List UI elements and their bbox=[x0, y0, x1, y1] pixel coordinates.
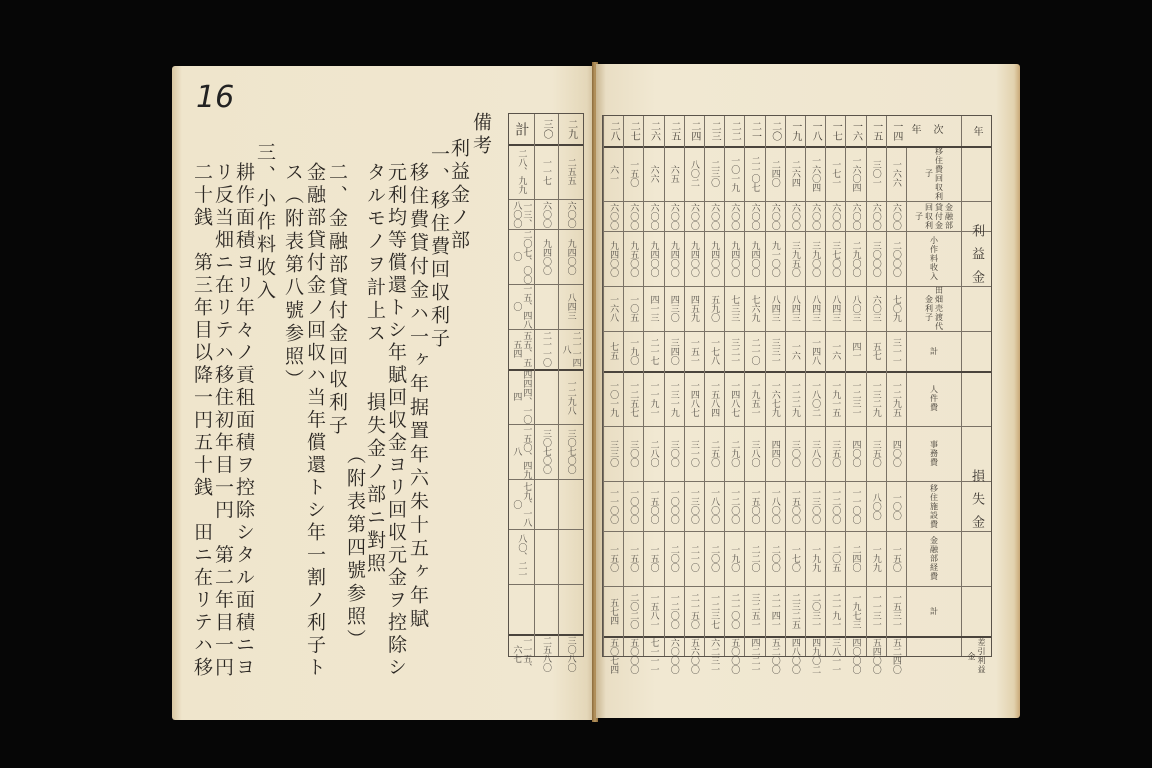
year-column-header: 二七 bbox=[628, 121, 640, 141]
page-number: 16 bbox=[196, 80, 235, 115]
table-cell: 九四〇〇 bbox=[709, 240, 720, 277]
table-cell: 一九〇 bbox=[729, 545, 740, 572]
table-cell: 一八〇二 bbox=[810, 380, 821, 417]
year-column-header: 二一 bbox=[749, 121, 761, 141]
table-cell: 九四〇〇 bbox=[668, 240, 679, 277]
year-column-header: 二八 bbox=[608, 121, 620, 141]
table-cell: 一一〇〇 bbox=[850, 488, 861, 524]
year-column-header: 一六 bbox=[850, 121, 862, 141]
table-cell: 六〇〇 bbox=[810, 202, 821, 230]
table-cell: 八〇〇 bbox=[870, 492, 881, 520]
table-cell: 一二二九 bbox=[789, 380, 800, 417]
item-3-text: 二十銭 第三年目以降一円五十銭 田ニ在リテハ移 bbox=[191, 162, 213, 680]
table-cell: 二〇〇 bbox=[668, 545, 679, 572]
table-cell: 一五三一 bbox=[890, 593, 901, 629]
table-cell: 二〇〇 bbox=[709, 545, 720, 572]
table-cell: 一五一 bbox=[688, 337, 699, 365]
table-cell: 二六四 bbox=[789, 160, 800, 187]
table-cell: 六二三一 bbox=[709, 638, 720, 674]
table-cell: 九四〇〇 bbox=[749, 240, 760, 277]
table-cell: 三〇八〇 bbox=[565, 636, 576, 672]
table-cell: 一五〇〇 bbox=[749, 488, 760, 524]
table-cell: 六〇三 bbox=[870, 295, 881, 322]
table-cell: 九四〇〇 bbox=[648, 240, 659, 277]
left-continuation-table bbox=[508, 113, 584, 672]
table-cell: 一九七三 bbox=[850, 593, 861, 629]
table-cell: 五二四〇 bbox=[890, 638, 901, 674]
table-cell: 一五〇 bbox=[628, 160, 639, 187]
table-cell: 一二三一 bbox=[850, 380, 861, 417]
table-cell: 二一一四八 bbox=[560, 331, 581, 367]
table-cell: 三八〇 bbox=[810, 440, 821, 467]
table-cell: 三〇七〇〇 bbox=[565, 429, 576, 474]
table-cell: 六〇〇 bbox=[890, 202, 901, 230]
year-column-header: 二二 bbox=[729, 121, 741, 141]
year-column-header: 一八 bbox=[810, 121, 822, 141]
table-cell: 二五五 bbox=[565, 158, 576, 185]
row-label: 人件費 bbox=[929, 385, 939, 412]
table-cell: 六〇〇 bbox=[830, 202, 841, 230]
item-2-text: 金融部貸付金ノ回収ハ当年償還トシ年一割ノ利子ト bbox=[304, 162, 326, 680]
table-cell: 六〇〇 bbox=[789, 202, 800, 230]
item-1-heading: 一、移住費回収利子 bbox=[428, 144, 450, 351]
table-cell: 一一七 bbox=[540, 158, 551, 185]
table-cell: 六〇〇〇 bbox=[668, 638, 679, 674]
section-profit: 利益金ノ部 bbox=[448, 138, 470, 253]
table-cell: 一六八 bbox=[608, 295, 619, 322]
table-cell: 一六 bbox=[830, 342, 841, 360]
table-cell: 一五〇〇 bbox=[648, 488, 659, 524]
table-cell: 五七四 bbox=[608, 597, 619, 625]
table-cell: 一五〇 bbox=[648, 545, 659, 572]
table-cell: 二二〇 bbox=[749, 545, 760, 572]
table-cell: 八四三 bbox=[565, 293, 576, 320]
table-cell: 三九五〇 bbox=[789, 240, 800, 277]
table-cell: 八四三 bbox=[769, 295, 780, 322]
table-cell: 九四〇〇 bbox=[565, 238, 576, 275]
table-cell: 二〇三一 bbox=[810, 593, 821, 629]
row-label: 計 bbox=[929, 346, 939, 356]
group-label-profit: 利益金 bbox=[969, 224, 984, 293]
table-cell: 五二〇〇 bbox=[769, 638, 780, 674]
item-3-text: リ反当畑ニ在リテハ移住初年目一円 第二年目一円 bbox=[212, 162, 234, 680]
year-header-label: 年次 bbox=[911, 125, 956, 136]
table-cell: 一四八七 bbox=[688, 380, 699, 417]
table-cell: 一五〇 bbox=[628, 545, 639, 572]
row-label: 計 bbox=[929, 606, 939, 616]
table-cell: 八四三 bbox=[789, 295, 800, 322]
table-cell: 一三〇〇 bbox=[688, 488, 699, 524]
row-label: 田畑売渡代金利子 bbox=[924, 286, 944, 331]
table-cell: 七五 bbox=[608, 342, 619, 360]
table-cell: 一二〇〇 bbox=[668, 593, 679, 629]
table-cell bbox=[534, 369, 559, 424]
table-cell: 一三一九 bbox=[668, 380, 679, 417]
table-cell: 一五八一 bbox=[648, 593, 659, 629]
table-cell: 四八〇〇 bbox=[789, 638, 800, 674]
table-cell: 四〇〇〇 bbox=[850, 638, 861, 674]
table-cell: 八四三 bbox=[810, 295, 821, 322]
table-cell: 六〇〇 bbox=[565, 200, 576, 228]
table-cell: 四三〇 bbox=[668, 295, 679, 322]
table-cell: 一二五七 bbox=[628, 380, 639, 417]
table-cell: 三四〇 bbox=[668, 337, 679, 365]
table-cell: 七六九 bbox=[749, 295, 760, 322]
table-cell: 八四三 bbox=[830, 295, 841, 322]
table-cell: 六五 bbox=[668, 164, 679, 183]
table-cell bbox=[534, 584, 559, 634]
table-cell: 六〇〇 bbox=[688, 202, 699, 230]
table-cell: 一九五一 bbox=[749, 380, 760, 417]
table-cell: 五〇七四 bbox=[608, 638, 619, 674]
table-cell: 六〇〇 bbox=[540, 200, 551, 228]
year-column-header: 一四 bbox=[890, 121, 902, 141]
table-cell: 三八一一 bbox=[830, 638, 841, 674]
table-cell bbox=[558, 529, 583, 584]
table-cell: 二一〇 bbox=[688, 545, 699, 572]
year-column-header: 二四 bbox=[688, 121, 700, 141]
table-cell: 五五、五五四 bbox=[511, 331, 532, 367]
table-cell: 七一一一 bbox=[648, 638, 659, 674]
table-cell: 二四〇 bbox=[850, 545, 861, 572]
table-cell: 一五八四 bbox=[709, 380, 720, 417]
table-cell: 四九〇二 bbox=[810, 638, 821, 674]
table-cell: 六〇〇 bbox=[749, 202, 760, 230]
table-cell: 二一七 bbox=[648, 337, 659, 365]
table-cell: 三〇〇 bbox=[628, 440, 639, 467]
table-cell: 四四〇 bbox=[769, 440, 780, 467]
table-cell: 六〇〇 bbox=[729, 202, 740, 230]
table-cell: 八〇二 bbox=[688, 160, 699, 187]
table-cell: 三五〇 bbox=[870, 440, 881, 467]
table-cell: 三八〇 bbox=[749, 440, 760, 467]
table-cell: 五〇〇〇 bbox=[729, 638, 740, 674]
row-label: 移住施設費 bbox=[929, 483, 939, 529]
item-3-heading: 三、小作料收入 bbox=[254, 142, 276, 303]
table-cell: 一一三一 bbox=[870, 593, 881, 629]
table-cell: 四一 bbox=[850, 342, 861, 360]
row-label: 金融部経費 bbox=[929, 536, 939, 581]
table-cell bbox=[558, 479, 583, 529]
item-1-text: 移住費貸付金ハ一ヶ年据置年六朱十五ヶ年賦 bbox=[407, 162, 429, 632]
table-cell: 三一〇 bbox=[688, 440, 699, 467]
table-cell: 三〇〇 bbox=[668, 440, 679, 467]
table-cell bbox=[558, 584, 583, 634]
table-cell: 一〇五 bbox=[628, 295, 639, 322]
table-cell: 二一九一 bbox=[830, 593, 841, 629]
row-label: 金融部貸付金回収利子 bbox=[914, 202, 954, 230]
table-cell: 九一〇〇 bbox=[769, 240, 780, 277]
year-column-header: 一五 bbox=[870, 121, 882, 141]
table-cell: 一五〇〇 bbox=[789, 488, 800, 524]
row-label: 小作料收入 bbox=[929, 236, 939, 281]
table-cell bbox=[534, 529, 559, 584]
table-cell: 二三〇 bbox=[709, 160, 720, 187]
row-label: 事務費 bbox=[929, 440, 939, 467]
table-cell: 一六 bbox=[789, 342, 800, 360]
table-cell: 五六〇〇 bbox=[688, 638, 699, 674]
table-cell: 一五〇 bbox=[608, 545, 619, 572]
table-cell: 二一五〇 bbox=[688, 593, 699, 629]
table-cell: 二四〇 bbox=[769, 160, 780, 187]
table-cell: 六〇〇 bbox=[870, 202, 881, 230]
table-cell: 四〇〇 bbox=[850, 440, 861, 467]
table-cell: 九四〇〇 bbox=[540, 238, 551, 275]
table-cell: 一四八 bbox=[810, 337, 821, 365]
table-cell: 一一九一 bbox=[648, 380, 659, 417]
table-cell: 六〇〇 bbox=[668, 202, 679, 230]
year-column-header: 一七 bbox=[830, 121, 842, 141]
table-cell: 二〇五 bbox=[830, 545, 841, 572]
item-2-heading: 二、金融部貸付金回収利子 bbox=[326, 162, 348, 438]
table-cell: 一九九 bbox=[870, 545, 881, 572]
table-cell: 一二九八 bbox=[565, 378, 576, 415]
table-cell: 一九〇 bbox=[628, 337, 639, 365]
table-cell: 六〇〇 bbox=[850, 202, 861, 230]
table-cell: 三三〇 bbox=[608, 440, 619, 467]
table-cell: 五九〇 bbox=[709, 295, 720, 322]
table-cell: 一三〇〇 bbox=[810, 488, 821, 524]
item-1-text: タルモノヲ計上ス 損失金ノ部ニ對照 bbox=[364, 162, 386, 576]
table-cell: 三〇〇 bbox=[789, 440, 800, 467]
notes-heading: 備考 bbox=[470, 112, 492, 158]
table-cell: 三二一 bbox=[729, 337, 740, 365]
table-cell: 二九〇〇 bbox=[850, 240, 861, 277]
table-cell: 七三三 bbox=[729, 295, 740, 322]
table-cell: 一二三七 bbox=[709, 593, 720, 629]
year-column-header: 二九 bbox=[565, 119, 577, 139]
group-label-net: 差引利益金 bbox=[967, 638, 986, 674]
table-cell: 一六〇四 bbox=[810, 155, 821, 192]
table-cell: 一〇〇〇 bbox=[628, 488, 639, 524]
table-cell: 一八〇〇 bbox=[769, 488, 780, 524]
table-cell: 一六六 bbox=[890, 160, 901, 187]
table-cell: 一七一 bbox=[830, 160, 841, 187]
item-1-text: 元利均等償還トシ年賦回収金ヨリ回収元金ヲ控除シ bbox=[385, 162, 407, 680]
table-cell: 九四〇〇 bbox=[688, 240, 699, 277]
table-cell: 三五〇 bbox=[830, 440, 841, 467]
table-cell: 三〇一 bbox=[870, 160, 881, 187]
table-cell: 一四八七 bbox=[729, 380, 740, 417]
table-cell: 六〇〇 bbox=[648, 202, 659, 230]
table-cell: 一二〇〇 bbox=[830, 488, 841, 524]
year-column-header: 二三 bbox=[709, 121, 721, 141]
table-cell: 二〇〇 bbox=[769, 545, 780, 572]
table-cell: 六〇〇 bbox=[628, 202, 639, 230]
table-cell: 三一一 bbox=[890, 337, 901, 365]
table-cell: 一〇一九 bbox=[729, 155, 740, 192]
profit-loss-table bbox=[602, 115, 992, 674]
table-cell: 八〇三 bbox=[850, 295, 861, 322]
table-cell: 一〇〇〇 bbox=[668, 488, 679, 524]
table-cell: 二一〇七 bbox=[749, 155, 760, 192]
table-cell: 四一三 bbox=[648, 295, 659, 322]
table-cell: 一五、四八〇 bbox=[511, 284, 532, 329]
table-cell bbox=[509, 584, 534, 634]
table-cell: 九五〇〇 bbox=[628, 240, 639, 277]
row-label: 移住費回収利子 bbox=[924, 146, 944, 201]
table-cell: 一三、八〇〇 bbox=[511, 200, 532, 228]
table-cell: 二〇七、〇〇〇 bbox=[511, 229, 532, 284]
table-cell: 二一〇〇 bbox=[729, 593, 740, 629]
table-cell: 六〇〇 bbox=[608, 202, 619, 230]
table-cell: 二一一〇 bbox=[540, 331, 551, 367]
year-column-header: 三〇 bbox=[540, 119, 552, 139]
table-cell: 二五八〇 bbox=[540, 636, 551, 672]
table-cell: 一一五、六七 bbox=[511, 636, 532, 672]
table-cell: 四五九 bbox=[688, 295, 699, 322]
table-cell: 一六〇四 bbox=[850, 155, 861, 192]
table-cell: 二〇二〇 bbox=[628, 593, 639, 629]
table-cell: 四四四、一〇四 bbox=[511, 369, 532, 424]
table-cell: 一二九五 bbox=[890, 380, 901, 417]
group-label-loss: 損失金 bbox=[969, 469, 984, 538]
year-column-header: 計 bbox=[513, 122, 530, 136]
table-cell: 一七八 bbox=[709, 337, 720, 365]
table-cell: 一七〇 bbox=[789, 545, 800, 572]
table-cell: 三九〇〇 bbox=[810, 240, 821, 277]
table-cell: 四〇〇 bbox=[890, 440, 901, 467]
table-cell: 一三二九 bbox=[870, 380, 881, 417]
table-cell: 二九〇 bbox=[729, 440, 740, 467]
table-cell: 五〇〇〇 bbox=[628, 638, 639, 674]
table-cell: 六六 bbox=[648, 164, 659, 183]
table-cell: 二八〇 bbox=[648, 440, 659, 467]
table-cell bbox=[534, 284, 559, 329]
year-column-header: 二〇 bbox=[769, 121, 781, 141]
table-cell: 一二〇〇 bbox=[729, 488, 740, 524]
table-cell: 一六七九 bbox=[769, 380, 780, 417]
table-cell: 二〇〇〇 bbox=[890, 240, 901, 277]
table-cell: 七九、一八〇 bbox=[511, 481, 532, 527]
table-cell: 九四〇〇 bbox=[729, 240, 740, 277]
table-cell: 一一〇〇 bbox=[608, 488, 619, 524]
table-cell: 七〇九 bbox=[890, 295, 901, 322]
table-cell: 五七 bbox=[870, 342, 881, 360]
table-cell: 六〇〇 bbox=[709, 202, 720, 230]
table-cell: 三〇〇〇 bbox=[870, 240, 881, 277]
table-cell: 一八〇〇 bbox=[709, 488, 720, 524]
table-cell: 二五〇 bbox=[709, 440, 720, 467]
table-cell: 一〇〇 bbox=[890, 492, 901, 520]
year-header-char: 年 bbox=[971, 126, 982, 136]
table-cell: 一〇一九 bbox=[608, 380, 619, 417]
table-cell: 一五〇、四九八 bbox=[511, 424, 532, 479]
table-cell: 四二二一 bbox=[749, 638, 760, 674]
item-3-text: 耕作面積ヨリ年々ノ貢租面積ヲ控除シタル面積ニヨ bbox=[233, 162, 255, 680]
year-column-header: 二六 bbox=[648, 121, 660, 141]
table-cell: 二一〇 bbox=[749, 337, 760, 365]
table-cell: 五四〇〇 bbox=[870, 638, 881, 674]
item-1-reference: （附表第四號参照） bbox=[344, 445, 366, 652]
table-cell: 三二五一 bbox=[749, 593, 760, 629]
year-column-header: 一九 bbox=[789, 121, 801, 141]
table-cell: 三〇七〇〇 bbox=[540, 429, 551, 474]
year-column-header: 二五 bbox=[668, 121, 680, 141]
table-cell: 二八、九九 bbox=[516, 149, 527, 194]
table-cell: 三三一 bbox=[769, 337, 780, 365]
table-cell: 六一 bbox=[608, 164, 619, 183]
table-cell: 一五〇 bbox=[890, 545, 901, 572]
item-2-text: ス（附表第八號参照） bbox=[282, 162, 304, 392]
table-cell: 一九九 bbox=[810, 545, 821, 572]
table-cell bbox=[534, 479, 559, 529]
table-cell: 六〇〇 bbox=[769, 202, 780, 230]
table-cell: 八〇、二一 bbox=[516, 534, 527, 579]
table-cell: 九四〇〇 bbox=[608, 240, 619, 277]
table-cell: 三七〇〇 bbox=[830, 240, 841, 277]
table-cell: 二三二五 bbox=[789, 593, 800, 629]
table-cell: 二一四一 bbox=[769, 593, 780, 629]
table-cell: 一九一五 bbox=[830, 380, 841, 417]
